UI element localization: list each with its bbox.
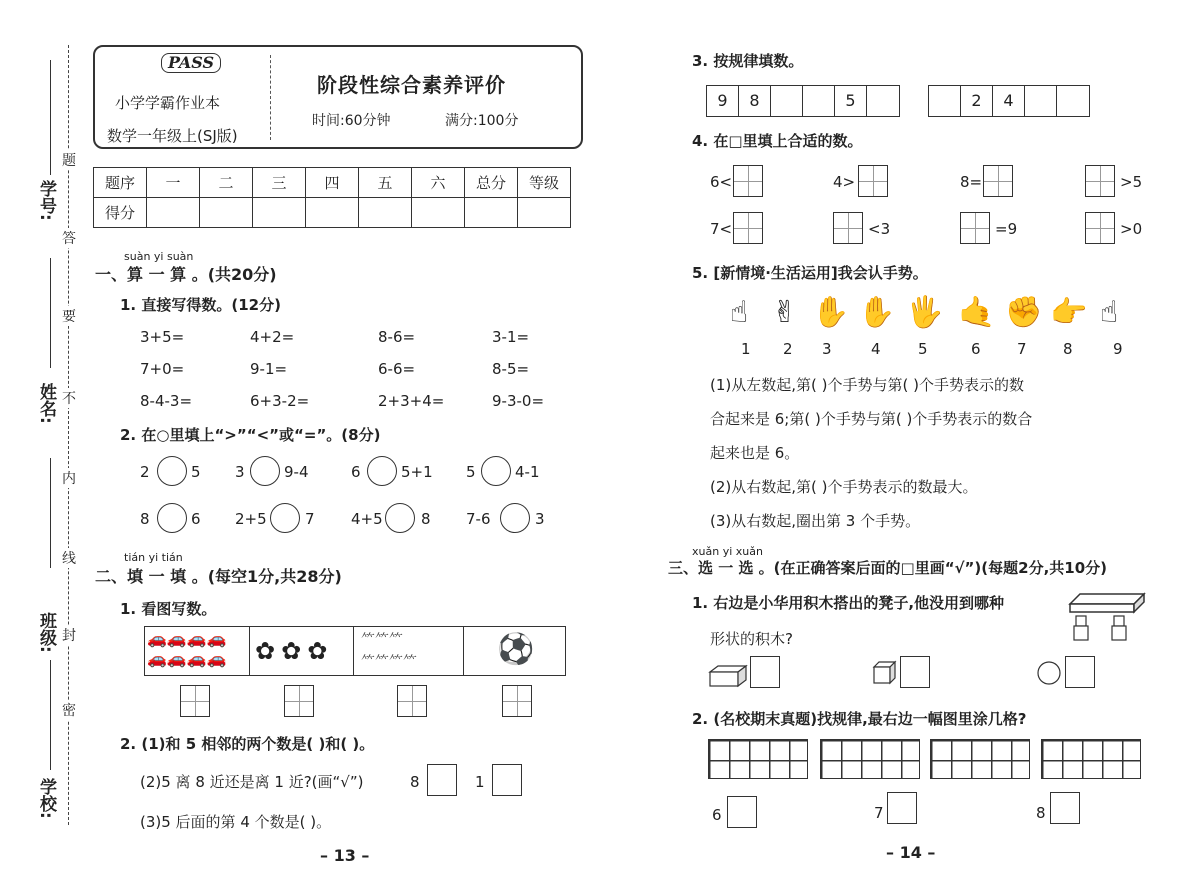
full-score-label: 满分:100分 [445, 113, 519, 129]
hand-number: 7 [1017, 340, 1027, 358]
compare-circle[interactable] [500, 503, 530, 533]
score-cell[interactable] [147, 198, 200, 228]
compare-right: 7 [305, 510, 315, 528]
calc-item: 8-5= [492, 360, 530, 378]
seq-cell[interactable] [1025, 86, 1057, 116]
grade-label: 数学一年级上(SJ版) [107, 127, 238, 145]
compare-right: 5 [191, 463, 201, 481]
calc-item: 7+0= [140, 360, 185, 378]
compare-right: 3 [535, 510, 545, 528]
q4-title: 4. 在□里填上合适的数。 [692, 132, 863, 150]
pattern-grid [820, 739, 920, 779]
table-header-cell: 六 [412, 168, 465, 198]
compare-right: 8 [421, 510, 431, 528]
class-label: 班级: [36, 612, 56, 653]
table-header-cell: 四 [306, 168, 359, 198]
seq-cell[interactable] [929, 86, 961, 116]
compare-left: 7-6 [466, 510, 491, 528]
seq-cell: 9 [707, 86, 739, 116]
counting-picture [144, 626, 566, 676]
hand-gesture-icon: ☝ [1100, 295, 1119, 330]
hand-gesture-icon: ✊ [1005, 295, 1043, 330]
hand-number: 6 [971, 340, 981, 358]
calc-item: 4+2= [250, 328, 295, 346]
calc-item: 2+3+4= [378, 392, 445, 410]
table-header-cell: 五 [359, 168, 412, 198]
compare-left: 8 [140, 510, 150, 528]
page-number: – 14 – [886, 843, 936, 862]
header-box [93, 45, 583, 149]
name-label: 姓名: [36, 383, 56, 424]
score-cell[interactable] [253, 198, 306, 228]
compare-right: 6 [191, 510, 201, 528]
hand-gesture-icon: 🖐 [906, 295, 944, 330]
calc-item: 9-1= [250, 360, 288, 378]
bird-icon: ⺮⺮⺮ ⺮⺮⺮⺮ [361, 632, 417, 670]
fill-box[interactable] [960, 212, 990, 244]
q5-part3: (3)从右数起,圈出第 3 个手势。 [710, 512, 921, 530]
hand-number: 4 [871, 340, 881, 358]
exam-title: 阶段性综合素养评价 [317, 73, 506, 97]
stool-icon [1068, 590, 1148, 646]
option-label: 8 [1036, 804, 1046, 822]
section1-q2: 2. 在○里填上“>”“<”或“=”。(8分) [120, 426, 381, 444]
option-label: 7 [874, 804, 884, 822]
fill-label: >5 [1120, 173, 1143, 191]
cube-icon [872, 660, 898, 686]
q5-title: 5. [新情境·生活运用]我会认手势。 [692, 264, 928, 282]
section2-q2c: (3)5 后面的第 4 个数是( )。 [140, 813, 332, 831]
section3-pinyin: xuǎn yi xuǎn [692, 545, 763, 558]
table-row-label: 得分 [94, 198, 147, 228]
compare-circle[interactable] [157, 456, 187, 486]
section2-q2b: (2)5 离 8 近还是离 1 近?(画“√”) [140, 773, 364, 791]
section2-q2a: 2. (1)和 5 相邻的两个数是( )和( )。 [120, 735, 375, 753]
compare-left: 4+5 [351, 510, 383, 528]
fill-label: 8= [960, 173, 983, 191]
compare-circle[interactable] [481, 456, 511, 486]
compare-left: 3 [235, 463, 245, 481]
check-box[interactable] [887, 792, 917, 824]
hand-number: 1 [741, 340, 751, 358]
hand-number: 2 [783, 340, 793, 358]
section3-q2: 2. (名校期末真题)找规律,最右边一幅图里涂几格? [692, 710, 1027, 728]
page-number: – 13 – [320, 846, 370, 865]
seal-char: 密 [62, 700, 76, 720]
section2-pinyin: tián yi tián [124, 551, 183, 564]
check-box[interactable] [727, 796, 757, 828]
hand-number: 8 [1063, 340, 1073, 358]
fill-label: 6< [710, 173, 733, 191]
q3-title: 3. 按规律填数。 [692, 52, 804, 70]
table-header-cell: 总分 [465, 168, 518, 198]
seal-char: 内 [62, 468, 76, 488]
pattern-grid [930, 739, 1030, 779]
fill-label: 7< [710, 220, 733, 238]
compare-left: 5 [466, 463, 476, 481]
answer-box[interactable] [284, 685, 314, 717]
compare-left: 2+5 [235, 510, 267, 528]
compare-left: 6 [351, 463, 361, 481]
option-label: 1 [475, 773, 485, 791]
table-header-cell: 一 [147, 168, 200, 198]
check-box[interactable] [1065, 656, 1095, 688]
section2-q1: 1. 看图写数。 [120, 600, 217, 618]
sphere-icon [1036, 660, 1062, 686]
soccer-ball-icon: ⚽ [497, 632, 535, 667]
seq-cell[interactable] [803, 86, 835, 116]
seal-char: 不 [62, 388, 76, 408]
seq-cell: 4 [993, 86, 1025, 116]
fill-box[interactable] [983, 165, 1013, 197]
fill-box[interactable] [858, 165, 888, 197]
fill-box[interactable] [833, 212, 863, 244]
seal-char: 封 [62, 625, 76, 645]
table-header-cell: 题序 [94, 168, 147, 198]
answer-box[interactable] [502, 685, 532, 717]
check-box[interactable] [900, 656, 930, 688]
q5-part1-line2: 合起来是 6;第( )个手势与第( )个手势表示的数合 [710, 410, 1033, 428]
section3-q1-line1: 1. 右边是小华用积木搭出的凳子,他没用到哪种 [692, 594, 1005, 612]
section1-q1: 1. 直接写得数。(12分) [120, 296, 281, 314]
seq-cell: 5 [835, 86, 867, 116]
seal-char: 答 [62, 228, 76, 248]
seq-cell[interactable] [867, 86, 899, 116]
calc-item: 3+5= [140, 328, 185, 346]
fill-box[interactable] [733, 212, 763, 244]
hand-gesture-icon: ✋ [812, 295, 850, 330]
q5-part2: (2)从右数起,第( )个手势表示的数最大。 [710, 478, 978, 496]
hand-gesture-icon: ✌ [772, 295, 798, 330]
pattern-grid [1041, 739, 1141, 779]
fill-box[interactable] [733, 165, 763, 197]
fill-label: >0 [1120, 220, 1143, 238]
hand-gesture-icon: ☝ [730, 295, 749, 330]
option-label: 6 [712, 806, 722, 824]
seq-cell: 8 [739, 86, 771, 116]
compare-right: 5+1 [401, 463, 433, 481]
hand-gesture-icon: 👉 [1050, 295, 1088, 330]
hand-number: 3 [822, 340, 832, 358]
seq-cell[interactable] [771, 86, 803, 116]
calc-item: 6-6= [378, 360, 416, 378]
q5-part1-line1: (1)从左数起,第( )个手势与第( )个手势表示的数 [710, 376, 1024, 394]
sequence-1 [706, 85, 900, 117]
compare-circle[interactable] [270, 503, 300, 533]
student-id-label: 学号: [36, 180, 56, 221]
time-label: 时间:60分钟 [312, 113, 391, 129]
answer-box[interactable] [397, 685, 427, 717]
hand-number: 9 [1113, 340, 1123, 358]
hand-number: 5 [918, 340, 928, 358]
answer-box[interactable] [180, 685, 210, 717]
compare-circle[interactable] [385, 503, 415, 533]
score-cell[interactable] [518, 198, 571, 228]
score-table [93, 167, 571, 228]
calc-item: 8-4-3= [140, 392, 193, 410]
table-header-cell: 三 [253, 168, 306, 198]
score-cell[interactable] [465, 198, 518, 228]
pass-logo: PASS [161, 53, 221, 73]
option-label: 8 [410, 773, 420, 791]
table-header-cell: 二 [200, 168, 253, 198]
fill-label: =9 [995, 220, 1018, 238]
fill-box[interactable] [1085, 212, 1115, 244]
q5-part1-line3: 起来也是 6。 [710, 444, 800, 462]
sequence-2 [928, 85, 1090, 117]
compare-circle[interactable] [250, 456, 280, 486]
calc-item: 3-1= [492, 328, 530, 346]
seal-char: 要 [62, 306, 76, 326]
hand-gesture-icon: 🤙 [958, 295, 996, 330]
section2-title: 二、填 一 填 。(每空1分,共28分) [95, 567, 342, 586]
hand-gesture-icon: ✋ [858, 295, 896, 330]
section3-q1-line2: 形状的积木? [710, 630, 793, 648]
score-cell[interactable] [359, 198, 412, 228]
compare-circle[interactable] [157, 503, 187, 533]
school-label: 学校: [36, 778, 56, 819]
car-icon: 🚗🚗🚗🚗 🚗🚗🚗🚗 [147, 629, 227, 668]
series-name: 小学学霸作业本 [115, 94, 221, 112]
fill-label: <3 [868, 220, 891, 238]
flower-icon: ✿✿✿ [255, 637, 334, 665]
seq-cell[interactable] [1057, 86, 1089, 116]
compare-circle[interactable] [367, 456, 397, 486]
score-cell[interactable] [306, 198, 359, 228]
check-box[interactable] [427, 764, 457, 796]
calc-item: 9-3-0= [492, 392, 545, 410]
compare-right: 9-4 [284, 463, 309, 481]
check-box[interactable] [492, 764, 522, 796]
seq-cell: 2 [961, 86, 993, 116]
check-box[interactable] [750, 656, 780, 688]
compare-left: 2 [140, 463, 150, 481]
fill-box[interactable] [1085, 165, 1115, 197]
seal-char: 题 [62, 150, 76, 170]
section1-title: 一、算 一 算 。(共20分) [95, 265, 277, 284]
section1-pinyin: suàn yi suàn [124, 250, 194, 263]
section3-title: 三、选 一 选 。(在正确答案后面的□里画“√”)(每题2分,共10分) [668, 559, 1107, 577]
fill-label: 4> [833, 173, 856, 191]
score-cell[interactable] [412, 198, 465, 228]
cuboid-icon [708, 664, 748, 688]
seal-char: 线 [62, 548, 76, 568]
check-box[interactable] [1050, 792, 1080, 824]
pattern-grid [708, 739, 808, 779]
compare-right: 4-1 [515, 463, 540, 481]
table-header-cell: 等级 [518, 168, 571, 198]
calc-item: 6+3-2= [250, 392, 310, 410]
calc-item: 8-6= [378, 328, 416, 346]
score-cell[interactable] [200, 198, 253, 228]
